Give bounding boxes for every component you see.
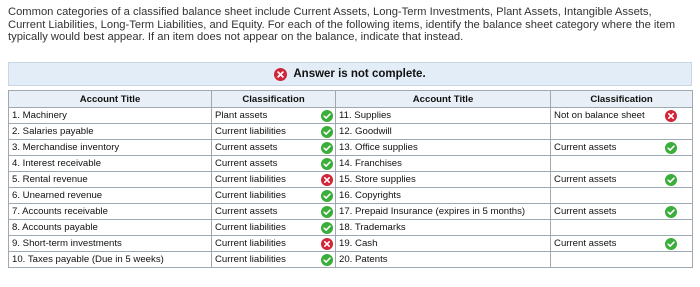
- classification-select[interactable]: Current assets: [212, 140, 319, 156]
- classification-select[interactable]: Current assets: [551, 204, 651, 220]
- account-title-cell: 5. Rental revenue: [9, 172, 212, 188]
- header-classification-left: Classification: [212, 91, 336, 108]
- classification-select[interactable]: [551, 156, 651, 172]
- check-circle-icon: [665, 238, 677, 250]
- check-circle-icon: [321, 142, 333, 154]
- classification-select[interactable]: Current assets: [551, 140, 651, 156]
- classification-select[interactable]: Current assets: [551, 172, 651, 188]
- classification-select[interactable]: Current liabilities: [212, 252, 319, 268]
- check-circle-icon: [321, 190, 333, 202]
- account-title-cell: 10. Taxes payable (Due in 5 weeks): [9, 252, 212, 268]
- table-row: [9, 140, 693, 156]
- account-title-cell: 17. Prepaid Insurance (expires in 5 months): [336, 204, 551, 220]
- answer-status-banner: [8, 62, 692, 86]
- classification-select[interactable]: Current assets: [551, 236, 651, 252]
- x-circle-icon: [321, 174, 333, 186]
- table-row: [9, 156, 693, 172]
- table-row: [9, 124, 693, 140]
- check-circle-icon: [665, 206, 677, 218]
- account-title-cell: 14. Franchises: [336, 156, 551, 172]
- status-cell: [651, 124, 693, 140]
- account-title-cell: 11. Supplies: [336, 108, 551, 124]
- header-row: [9, 91, 693, 108]
- classification-select[interactable]: Not on balance sheet: [551, 108, 651, 124]
- account-title-cell: 19. Cash: [336, 236, 551, 252]
- account-title-cell: 3. Merchandise inventory: [9, 140, 212, 156]
- classification-select[interactable]: [551, 252, 651, 268]
- classification-select[interactable]: Plant assets: [212, 108, 319, 124]
- account-title-cell: 15. Store supplies: [336, 172, 551, 188]
- check-circle-icon: [321, 126, 333, 138]
- check-circle-icon: [321, 158, 333, 170]
- status-cell: [651, 204, 693, 220]
- question-text: Common categories of a classified balance sheet include Current Assets, Long-Term Investments, Plant Assets, Intangible Assets, Current Liabilities, Long-Term Liabilities, and Equity. For each of the following items, identify the balance sheet category where the item typically would best appear. If an item does not appear on the balance, indicate that instead.: [8, 6, 676, 44]
- status-cell: [319, 156, 336, 172]
- classification-select[interactable]: [551, 188, 651, 204]
- status-cell: [651, 108, 693, 124]
- check-circle-icon: [321, 222, 333, 234]
- x-circle-icon: [274, 68, 287, 81]
- classification-select[interactable]: Current liabilities: [212, 220, 319, 236]
- classification-select[interactable]: [551, 220, 651, 236]
- classification-select[interactable]: Current liabilities: [212, 172, 319, 188]
- banner-text: Answer is not complete.: [293, 68, 426, 80]
- classification-select[interactable]: Current assets: [212, 156, 319, 172]
- account-title-cell: 20. Patents: [336, 252, 551, 268]
- account-title-cell: 13. Office supplies: [336, 140, 551, 156]
- table-row: [9, 204, 693, 220]
- table-row: [9, 188, 693, 204]
- account-title-cell: 1. Machinery: [9, 108, 212, 124]
- x-circle-icon: [665, 110, 677, 122]
- account-title-cell: 9. Short-term investments: [9, 236, 212, 252]
- status-cell: [319, 236, 336, 252]
- table-row: [9, 172, 693, 188]
- table-row: [9, 108, 693, 124]
- account-title-cell: 8. Accounts payable: [9, 220, 212, 236]
- header-classification-right: Classification: [551, 91, 693, 108]
- account-title-cell: 2. Salaries payable: [9, 124, 212, 140]
- check-circle-icon: [321, 254, 333, 266]
- status-cell: [651, 172, 693, 188]
- status-cell: [319, 172, 336, 188]
- status-cell: [319, 108, 336, 124]
- status-cell: [651, 252, 693, 268]
- classification-select[interactable]: Current liabilities: [212, 236, 319, 252]
- account-title-cell: 7. Accounts receivable: [9, 204, 212, 220]
- classification-select[interactable]: [551, 124, 651, 140]
- check-circle-icon: [321, 110, 333, 122]
- account-title-cell: 12. Goodwill: [336, 124, 551, 140]
- header-account-title-left: Account Title: [9, 91, 212, 108]
- status-cell: [651, 188, 693, 204]
- status-cell: [319, 188, 336, 204]
- status-cell: [319, 204, 336, 220]
- classification-select[interactable]: Current liabilities: [212, 188, 319, 204]
- status-cell: [651, 140, 693, 156]
- status-cell: [319, 220, 336, 236]
- account-title-cell: 4. Interest receivable: [9, 156, 212, 172]
- check-circle-icon: [321, 206, 333, 218]
- x-circle-icon: [321, 238, 333, 250]
- table-row: [9, 220, 693, 236]
- header-account-title-right: Account Title: [336, 91, 551, 108]
- status-cell: [651, 156, 693, 172]
- classification-table: [8, 90, 693, 268]
- status-cell: [319, 140, 336, 156]
- status-cell: [319, 252, 336, 268]
- check-circle-icon: [665, 174, 677, 186]
- status-cell: [651, 220, 693, 236]
- account-title-cell: 16. Copyrights: [336, 188, 551, 204]
- table-row: [9, 252, 693, 268]
- classification-select[interactable]: Current liabilities: [212, 124, 319, 140]
- check-circle-icon: [665, 142, 677, 154]
- status-cell: [319, 124, 336, 140]
- table-row: [9, 236, 693, 252]
- classification-select[interactable]: Current assets: [212, 204, 319, 220]
- status-cell: [651, 236, 693, 252]
- account-title-cell: 6. Unearned revenue: [9, 188, 212, 204]
- account-title-cell: 18. Trademarks: [336, 220, 551, 236]
